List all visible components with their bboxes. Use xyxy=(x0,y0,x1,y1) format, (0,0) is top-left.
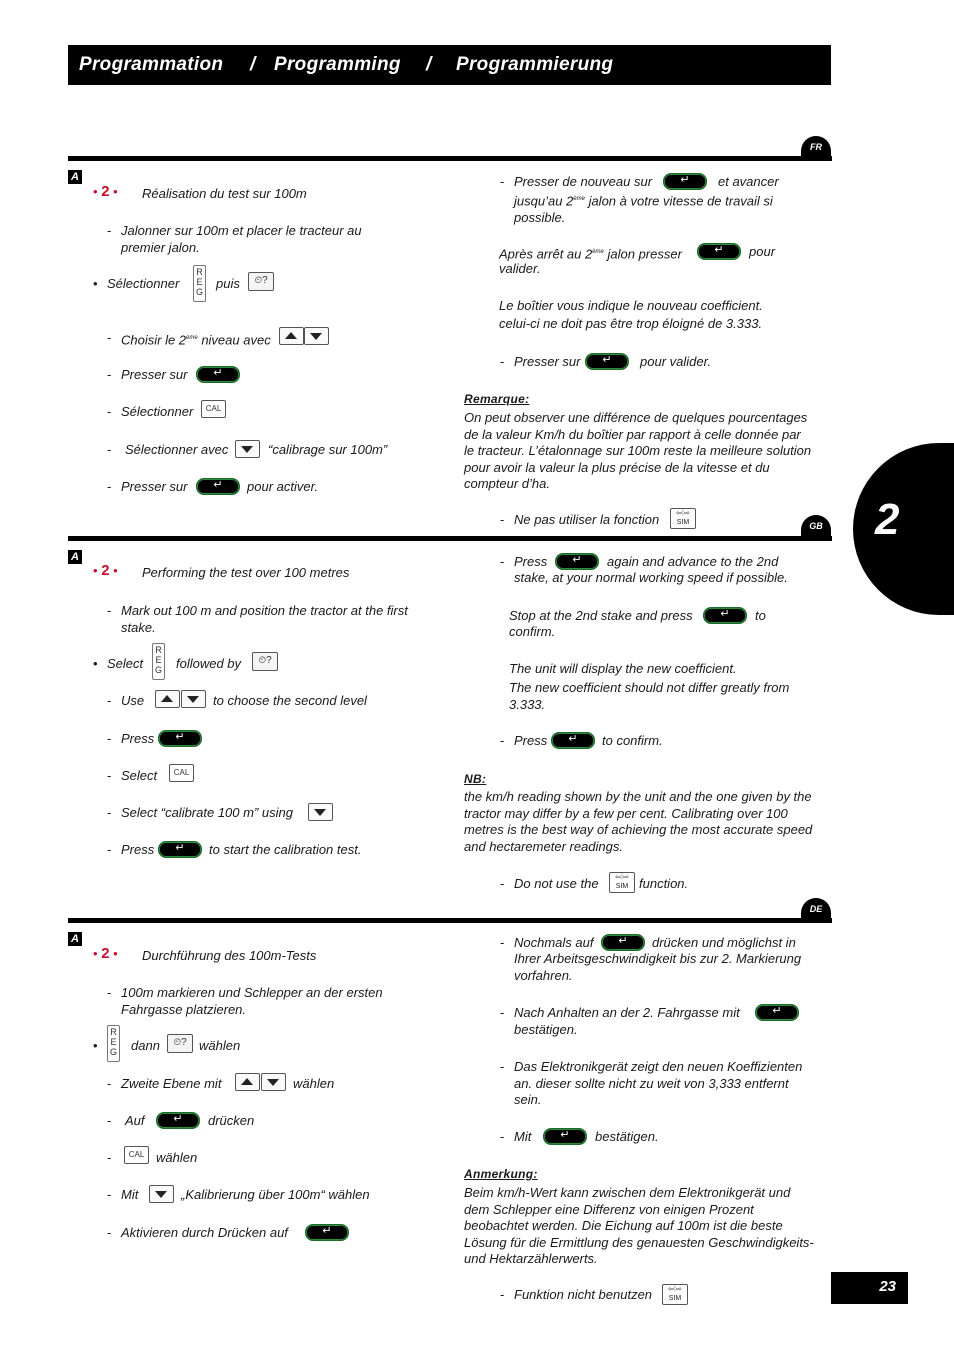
fr-line-1: Jalonner sur 100m et placer le tracteur au premier jalon. xyxy=(121,223,362,255)
reg-key-icon: R E G xyxy=(152,643,165,680)
section-rule-de xyxy=(68,918,832,923)
fr-select: Sélectionner xyxy=(107,276,180,291)
arrow-up-icon xyxy=(235,1073,260,1091)
gb-r2b: to xyxy=(755,608,766,623)
gb-r4a: Press xyxy=(514,733,548,748)
step-number: 2 xyxy=(101,945,110,962)
reg-key-icon: R E G xyxy=(193,265,206,302)
header-title-fr: Programmation xyxy=(79,54,224,75)
gb-r5b: function. xyxy=(639,876,689,891)
de-waehlen-2: wählen xyxy=(293,1076,335,1091)
fr-r2c: pour xyxy=(749,244,776,259)
step-number: 2 xyxy=(101,183,110,200)
header-separator: / xyxy=(426,54,432,75)
fr-calib: “calibrage sur 100m” xyxy=(268,442,388,457)
sim-key-icon: ⇦⁞⇨ SIM xyxy=(662,1284,688,1305)
fr-puis: puis xyxy=(216,276,240,291)
gb-r1a: Press xyxy=(514,554,548,569)
de-r2a: Nach Anhalten an der 2. Fahrgasse mit xyxy=(514,1005,740,1020)
enter-button-icon xyxy=(555,553,599,570)
fr-r1c: jusqu’au 2ème jalon à votre vitesse de travail si possible. xyxy=(514,193,773,225)
gb-select-calib: Select “calibrate 100 m” using xyxy=(121,805,293,820)
enter-button-icon xyxy=(158,841,202,858)
fr-r5: Ne pas utiliser la fonction xyxy=(514,512,660,527)
fr-r3a: Le boîtier vous indique le nouveau coefficient. xyxy=(499,298,763,313)
reg-key-icon: R E G xyxy=(107,1025,120,1062)
gb-r3a: The unit will display the new coefficient. xyxy=(509,661,737,676)
arrow-up-icon xyxy=(155,690,180,708)
arrow-down-icon xyxy=(181,690,206,708)
enter-button-icon xyxy=(196,366,240,383)
gb-line-1: Mark out 100 m and position the tractor at the first stake. xyxy=(121,603,408,635)
de-kalib: „Kalibrierung über 100m“ wählen xyxy=(181,1187,370,1202)
de-line-1: 100m markieren und Schlepper an der ersten Fahrgasse platzieren. xyxy=(121,985,383,1017)
de-waehlen-3: wählen xyxy=(156,1150,198,1165)
de-r5: Funktion nicht benutzen xyxy=(514,1287,653,1302)
de-r1a: Nochmals auf xyxy=(514,935,594,950)
enter-button-icon xyxy=(156,1112,200,1129)
enter-button-icon xyxy=(158,730,202,747)
sim-key-icon: ⇦⁞⇨ SIM xyxy=(609,872,635,893)
gb-start: to start the calibration test. xyxy=(209,842,362,857)
enter-button-icon xyxy=(663,173,707,190)
header-title-de: Programmierung xyxy=(456,54,614,75)
gb-r2a: Stop at the 2nd stake and press xyxy=(509,608,693,623)
de-auf: Auf xyxy=(125,1113,145,1128)
chapter-tab xyxy=(853,443,954,615)
de-r4a: Mit xyxy=(514,1129,532,1144)
arrow-down-icon xyxy=(308,803,333,821)
enter-button-icon xyxy=(551,732,595,749)
gb-r1b: again and advance to the 2nd xyxy=(607,554,779,569)
enter-button-icon xyxy=(697,243,741,260)
fr-r1b: et avancer xyxy=(718,174,779,189)
de-r2b: bestätigen. xyxy=(514,1022,578,1037)
fr-r4a: Presser sur xyxy=(514,354,581,369)
enter-button-icon xyxy=(755,1004,799,1021)
gb-r5a: Do not use the xyxy=(514,876,599,891)
cal-key-icon: CAL xyxy=(201,400,226,418)
section-marker: A xyxy=(68,932,82,946)
sim-key-icon: ⇦⁞⇨ SIM xyxy=(670,508,696,529)
arrow-down-icon xyxy=(235,440,260,458)
arrow-down-icon xyxy=(149,1185,174,1203)
gb-r3b: The new coefficient should not differ greatly from 3.333. xyxy=(509,680,790,712)
de-aktiv: Aktivieren durch Drücken auf xyxy=(121,1225,288,1240)
fr-select-with: Sélectionner avec xyxy=(125,442,229,457)
clock-key-icon: ⏲? xyxy=(248,272,274,291)
clock-key-icon: ⏲? xyxy=(252,652,278,671)
cal-key-icon: CAL xyxy=(169,764,194,782)
header-bar xyxy=(68,45,831,85)
header-separator: / xyxy=(250,54,256,75)
fr-r4b: pour valider. xyxy=(640,354,712,369)
arrow-down-icon xyxy=(304,327,329,345)
enter-button-icon xyxy=(543,1128,587,1145)
gb-press-1: Press xyxy=(121,731,155,746)
fr-r3b: celui-ci ne doit pas être trop éloigné de 3.333. xyxy=(499,316,763,331)
fr-step-title: • 2 • xyxy=(93,183,118,200)
de-note-heading: Anmerkung: xyxy=(464,1167,538,1181)
de-r1b: drücken und möglichst in xyxy=(652,935,796,950)
de-zweite: Zweite Ebene mit xyxy=(121,1076,222,1091)
fr-r2: Après arrêt au 2ème jalon presser xyxy=(499,246,682,262)
de-title: Durchführung des 100m-Tests xyxy=(142,948,317,963)
fr-select-cal: Sélectionner xyxy=(121,404,194,419)
de-r1c: Ihrer Arbeitsgeschwindigkeit bis zur 2. Markierung vorfahren. xyxy=(514,951,802,983)
enter-button-icon xyxy=(196,478,240,495)
enter-button-icon xyxy=(703,607,747,624)
de-step: • 2 • xyxy=(93,945,118,962)
gb-r2c: confirm. xyxy=(509,624,556,639)
section-rule-fr xyxy=(68,156,832,161)
de-waehlen-1: wählen xyxy=(199,1038,241,1053)
enter-button-icon xyxy=(585,353,629,370)
de-dann: dann xyxy=(131,1038,160,1053)
section-marker: A xyxy=(68,170,82,184)
page-number: 23 xyxy=(831,1272,908,1304)
de-mit: Mit xyxy=(121,1187,139,1202)
fr-note-heading: Remarque: xyxy=(464,392,530,406)
gb-followed: followed by xyxy=(176,656,242,671)
gb-title: Performing the test over 100 metres xyxy=(142,565,350,580)
fr-press-1: Presser sur xyxy=(121,367,188,382)
gb-select: Select xyxy=(107,656,144,671)
gb-step: • 2 • xyxy=(93,562,118,579)
de-r3: Das Elektronikgerät zeigt den neuen Koeffizienten an. dieser sollte nicht zu weit von 3,333 entfernt sein. xyxy=(514,1059,803,1107)
lang-tab-de: DE xyxy=(801,898,831,920)
gb-press-2: Press xyxy=(121,842,155,857)
gb-note-heading: NB: xyxy=(464,772,487,786)
chapter-number: 2 xyxy=(875,495,900,544)
gb-choose: to choose the second level xyxy=(213,693,367,708)
gb-select-cal: Select xyxy=(121,768,158,783)
gb-r1c: stake, at your normal working speed if possible. xyxy=(514,570,788,585)
cal-key-icon: CAL xyxy=(124,1146,149,1164)
enter-button-icon xyxy=(305,1224,349,1241)
fr-r2d: valider. xyxy=(499,261,541,276)
fr-activate: pour activer. xyxy=(247,479,319,494)
gb-use: Use xyxy=(121,693,145,708)
section-marker: A xyxy=(68,550,82,564)
de-note: Beim km/h-Wert kann zwischen dem Elektronikgerät und dem Schlepper eine Differenz von einigen Prozent beobachtet werden. Die Eichung auf 100m ist die beste Lösung für die Ermittlung des genauesten Geschwindigkeits- und Hektarzählerwerts. xyxy=(464,1185,814,1266)
gb-r4b: to confirm. xyxy=(602,733,663,748)
arrow-down-icon xyxy=(261,1073,286,1091)
fr-note: On peut observer une différence de quelques pourcentages de la valeur Km/h du boîtier par rapport à celle donnée par le tracteur. L’étalonnage sur 100m reste la meilleure solution pour avoir la valeur la plus précise de la vitesse et du compteur d’ha. xyxy=(464,410,812,491)
fr-title: Réalisation du test sur 100m xyxy=(142,186,307,201)
header-title-gb: Programming xyxy=(274,54,401,75)
lang-tab-gb: GB xyxy=(801,515,831,537)
clock-key-icon: ⏲? xyxy=(167,1034,193,1053)
fr-press-2: Presser sur xyxy=(121,479,188,494)
fr-r1a: Presser de nouveau sur xyxy=(514,174,653,189)
arrow-up-icon xyxy=(279,327,304,345)
enter-button-icon xyxy=(601,934,645,951)
gb-note: the km/h reading shown by the unit and the one given by the tractor may differ by a few per cent. Calibrating over 100 metres is the best way of achieving the most accurate speed and hectaremeter readings. xyxy=(464,789,813,854)
step-number: 2 xyxy=(101,562,110,579)
de-druecken: drücken xyxy=(208,1113,255,1128)
fr-choose: Choisir le 2ème niveau avec xyxy=(121,332,271,348)
section-rule-gb xyxy=(68,536,832,541)
lang-tab-fr: FR xyxy=(801,136,831,158)
de-r4b: bestätigen. xyxy=(595,1129,659,1144)
